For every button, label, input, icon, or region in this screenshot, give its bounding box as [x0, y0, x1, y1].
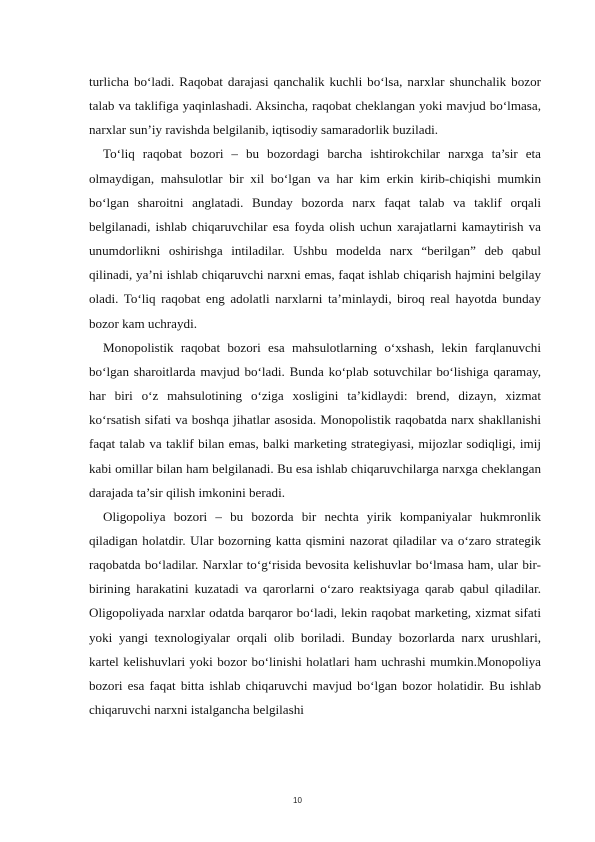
- paragraph-2: To‘liq raqobat bozori – bu bozordagi barcha ishtirokchilar narxga ta’sir eta olmaydigan, mahsulotlar bir xil bo‘lgan va har kim erkin kirib-chiqishi mumkin bo‘lgan sharoitni anglatadi. Bunday bozorda narx faqat talab va taklif orqali belgilanadi, ishlab chiqaruvchilar esa foyda olish uchun xarajatlarni kamaytirish va unumdorlikni oshirishga intiladilar. Ushbu modelda narx “berilgan” deb qabul qilinadi, ya’ni ishlab chiqaruvchi narxni emas, faqat ishlab chiqarish hajmini belgilay oladi. To‘liq raqobat eng adolatli narxlarni ta’minlaydi, biroq real hayotda bunday bozor kam uchraydi.: [89, 146, 541, 331]
- paragraph-4: Oligopoliya bozori – bu bozorda bir nechta yirik kompaniyalar hukmronlik qiladigan holatdir. Ular bozorning katta qismini nazorat qiladilar va o‘zaro strategik raqobatda bo‘ladilar. Narxlar to‘g‘risida bevosita kelishuvlar bo‘lmasa ham, ular bir-birining harakatini kuzatadi va qarorlarni o‘zaro reaktsiyaga qarab qabul qiladilar. Oligopoliyada narxlar odatda barqaror bo‘ladi, lekin raqobat marketing, xizmat sifati yoki yangi texnologiyalar orqali olib boriladi. Bunday bozorlarda narx urushlari, kartel kelishuvlari yoki bozor bo‘linishi holatlari ham uchrashi mumkin.Monopoliya bozori esa faqat bitta ishlab chiqaruvchi mavjud bo‘lgan bozor holatidir. Bu ishlab chiqaruvchi narxni istalgancha belgilashi: [89, 508, 541, 718]
- paragraph-1: turlicha bo‘ladi. Raqobat darajasi qanchalik kuchli bo‘lsa, narxlar shunchalik bozor talab va taklifiga yaqinlashadi. Aksincha, raqobat cheklangan yoki mavjud bo‘lmasa, narxlar sun’iy ravishda belgilanib, iqtisodiy samaradorlik buziladi.: [89, 74, 541, 138]
- document-body: [89, 70, 541, 722]
- page-number: 10: [293, 796, 302, 805]
- paragraph-3: Monopolistik raqobat bozori esa mahsulotlarning o‘xshash, lekin farqlanuvchi bo‘lgan sharoitlarda mavjud bo‘ladi. Bunda ko‘plab sotuvchilar bo‘lishiga qaramay, har biri o‘z mahsulotining o‘ziga xosligini ta’kidlaydi: brend, dizayn, xizmat ko‘rsatish sifati va boshqa jihatlar asosida. Monopolistik raqobatda narx shakllanishi faqat talab va taklif bilan emas, balki marketing strategiyasi, mijozlar sodiqligi, imij kabi omillar bilan ham belgilanadi. Bu esa ishlab chiqaruvchilarga narxga cheklangan darajada ta’sir qilish imkonini beradi.: [89, 339, 541, 500]
